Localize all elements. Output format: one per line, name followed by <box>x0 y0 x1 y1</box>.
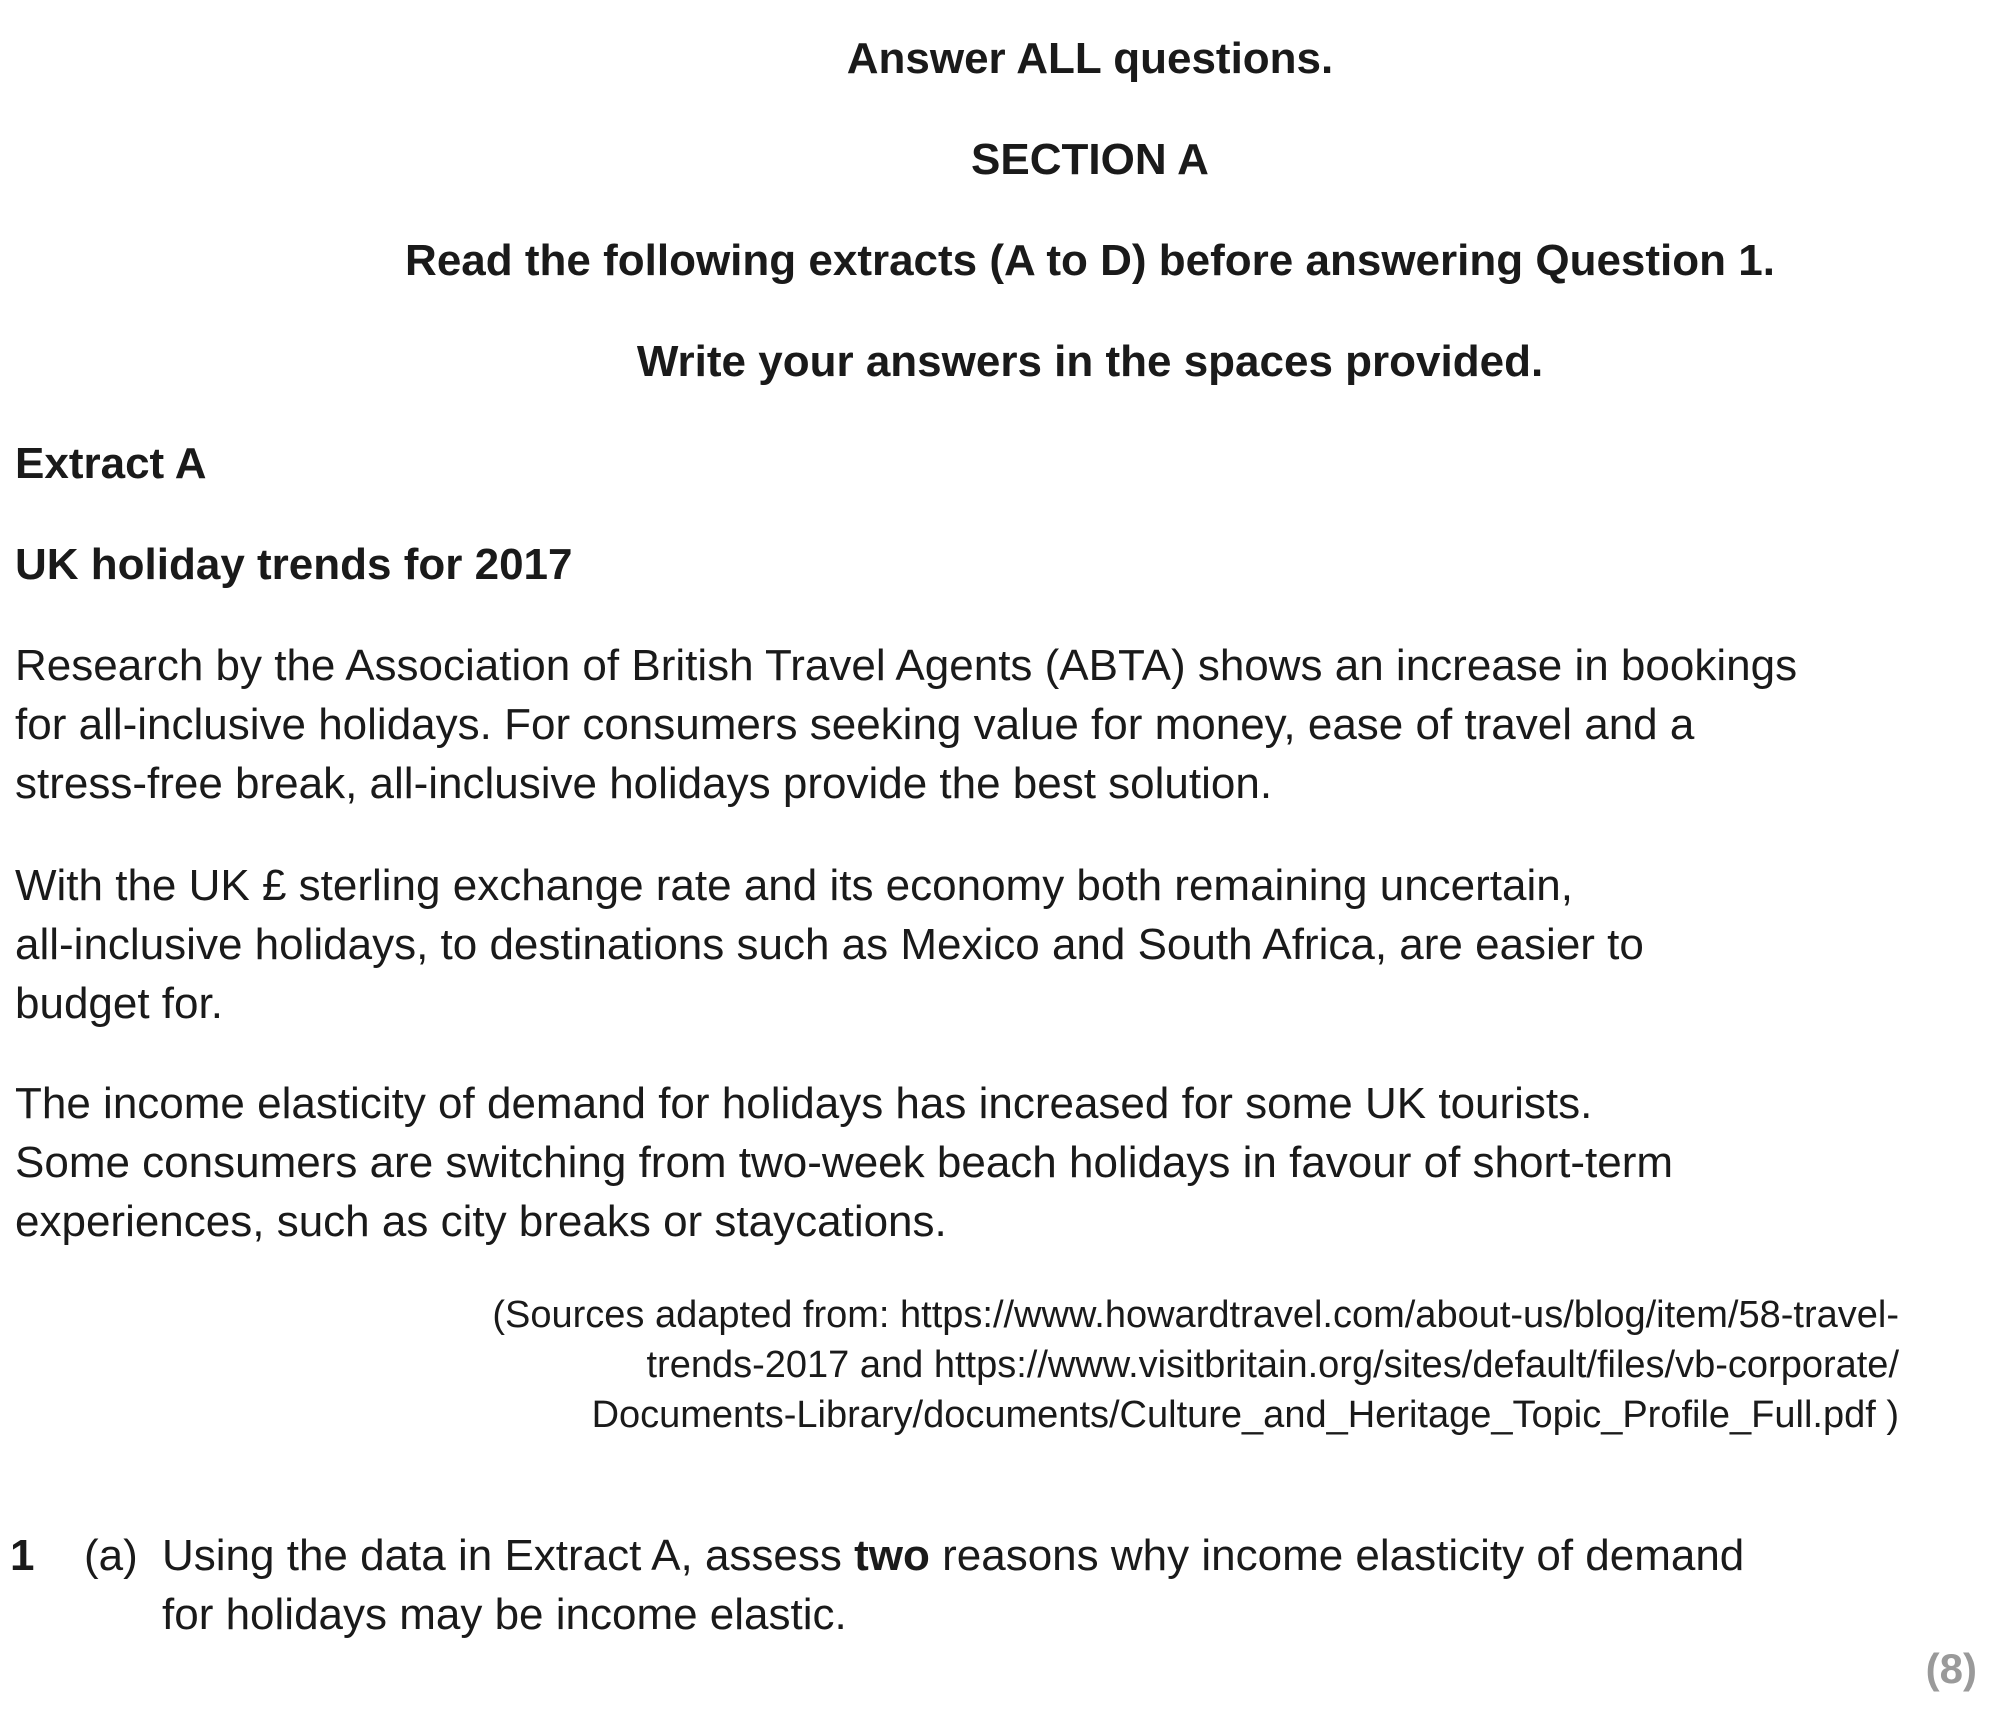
paragraph-line: stress-free break, all-inclusive holidays provide the best solution. <box>15 759 1273 808</box>
question-text <box>162 1526 1744 1644</box>
extract-label: Extract A <box>15 439 207 488</box>
paragraph-line: for all-inclusive holidays. For consumers seeking value for money, ease of travel and a <box>15 700 1695 749</box>
extract-paragraph <box>15 1074 1915 1251</box>
paragraph-line: With the UK £ sterling exchange rate and its economy both remaining uncertain, <box>15 861 1573 910</box>
paragraph-line: all-inclusive holidays, to destinations such as Mexico and South Africa, are easier to <box>15 920 1644 969</box>
source-line: Documents-Library/documents/Culture_and_Heritage_Topic_Profile_Full.pdf ) <box>591 1394 1899 1436</box>
extract-paragraph <box>15 636 1915 813</box>
source-line: (Sources adapted from: https://www.howardtravel.com/about-us/blog/item/58-travel- <box>492 1294 1899 1336</box>
paragraph-line: budget for. <box>15 979 223 1028</box>
section-heading: SECTION A <box>971 135 1209 184</box>
question-text-after: reasons why income elasticity of demand <box>929 1531 1745 1580</box>
extract-title: UK holiday trends for 2017 <box>15 540 573 589</box>
source-citation <box>492 1290 1899 1440</box>
paragraph-line: experiences, such as city breaks or staycations. <box>15 1197 947 1246</box>
write-answers-instruction: Write your answers in the spaces provided. <box>636 337 1544 386</box>
paragraph-line: Research by the Association of British Travel Agents (ABTA) shows an increase in bookings <box>15 641 1798 690</box>
question-line: for holidays may be income elastic. <box>162 1590 847 1639</box>
question-emphasis: two <box>854 1531 930 1580</box>
question-line <box>162 1526 1744 1585</box>
question-text-before: Using the data in Extract A, assess <box>162 1531 855 1580</box>
paragraph-line: Some consumers are switching from two-week beach holidays in favour of short-term <box>15 1138 1674 1187</box>
extract-paragraph <box>15 856 1915 1033</box>
question-number: 1 <box>10 1531 35 1580</box>
paragraph-line: The income elasticity of demand for holidays has increased for some UK tourists. <box>15 1079 1593 1128</box>
read-extracts-instruction: Read the following extracts (A to D) before answering Question 1. <box>405 236 1775 285</box>
instruction-answer-all: Answer ALL questions. <box>846 34 1334 83</box>
source-line: trends-2017 and https://www.visitbritain.org/sites/default/files/vb-corporate/ <box>646 1344 1899 1386</box>
marks-allocation: (8) <box>1925 1645 1977 1692</box>
question-part: (a) <box>84 1531 138 1580</box>
